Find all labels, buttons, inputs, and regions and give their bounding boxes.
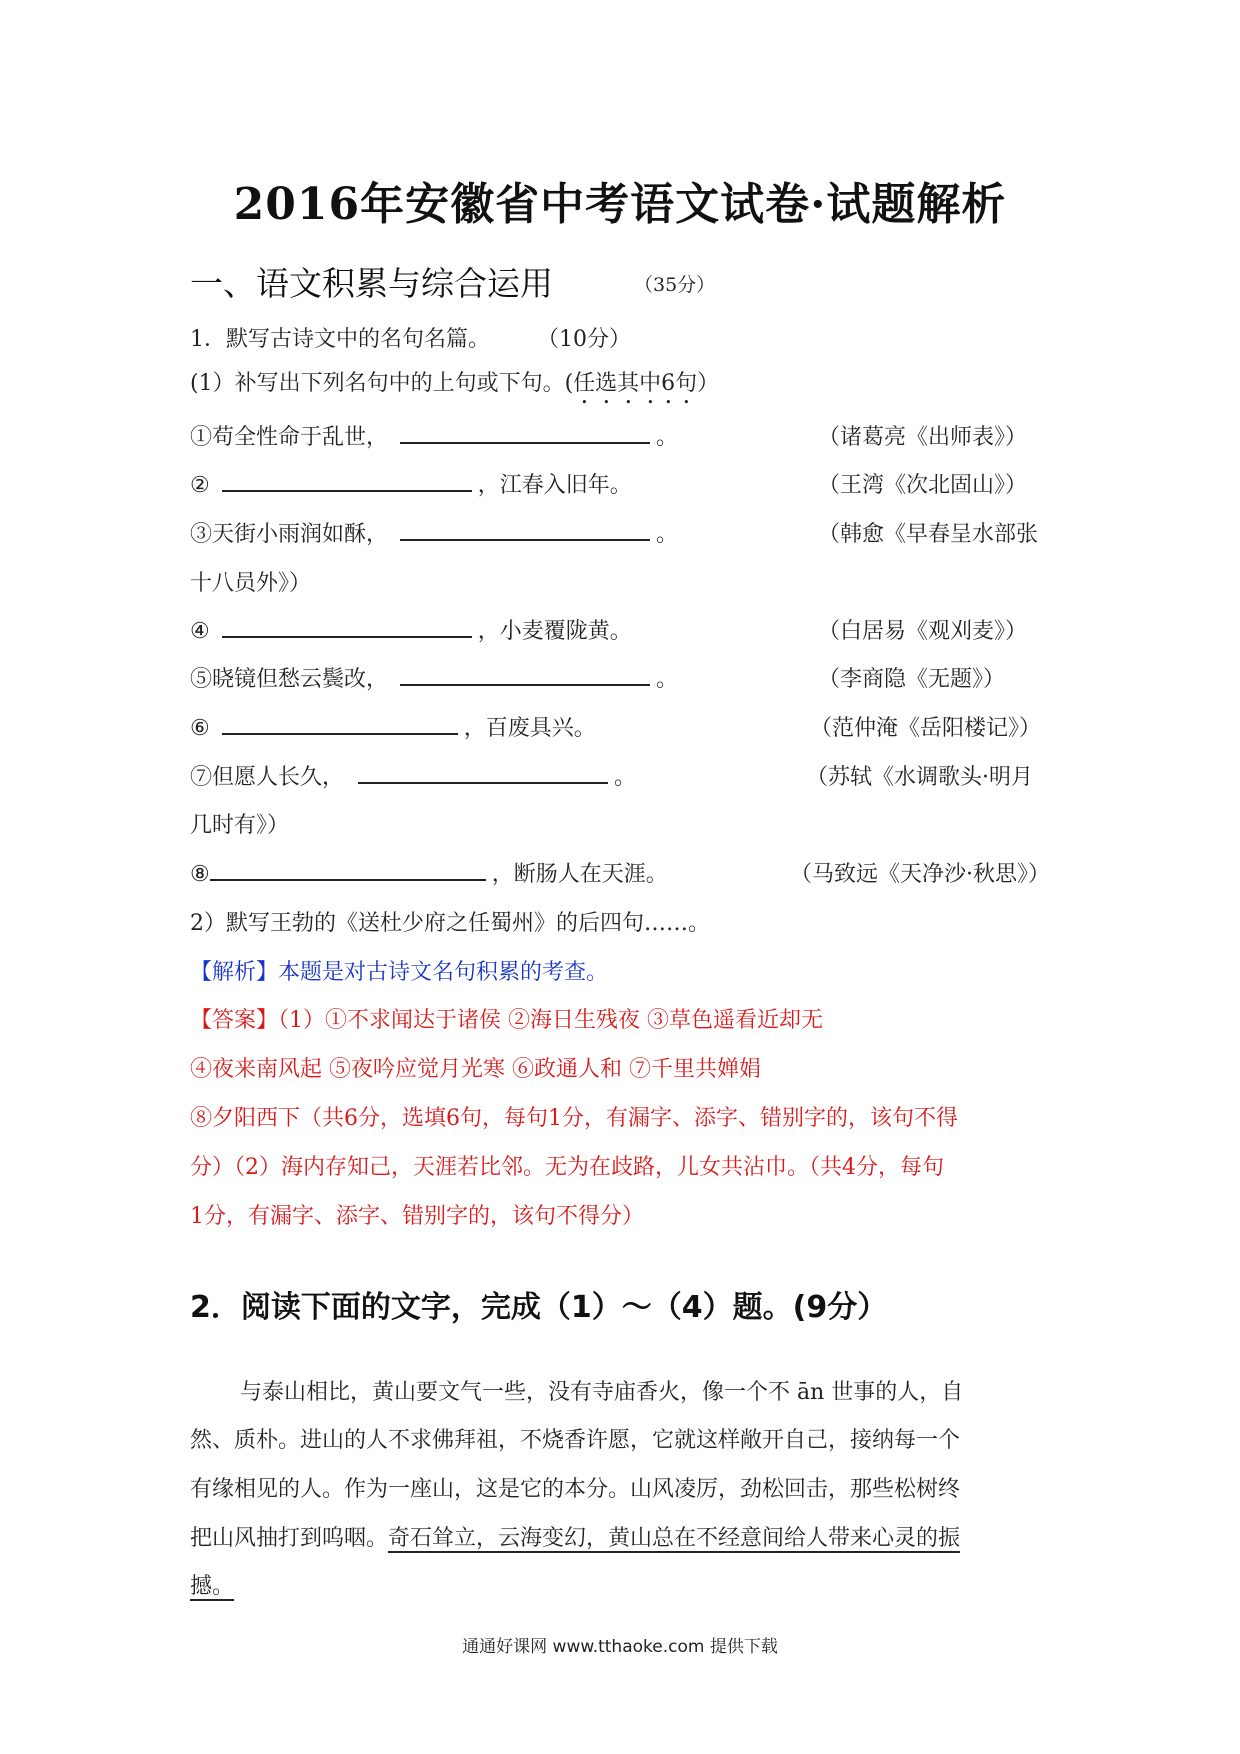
instruction-prefix: (1）补写出下列名句中的上句或下句。( <box>190 371 574 396</box>
passage-line-4 <box>190 1521 1060 1552</box>
fill-item-pre: ④ <box>190 619 210 644</box>
question-1-label <box>190 322 631 353</box>
fill-item-6 <box>190 711 596 742</box>
underlined-sentence-end: 撼。 <box>190 1574 235 1599</box>
fill-item-source-cont: 几时有》） <box>190 813 290 838</box>
question-1-score: （10分） <box>537 327 631 352</box>
fill-item-post: ，江春入旧年。 <box>477 473 632 498</box>
answer-blank[interactable] <box>400 420 650 444</box>
fill-item-pre: ①苟全性命于乱世， <box>190 425 389 450</box>
fill-item-source: （诸葛亮《出师表》） <box>818 425 1028 450</box>
answer-line-2: ④夜来南风起 ⑤夜吟应觉月光寒 ⑥政通人和 ⑦千里共婵娟 <box>190 1057 761 1082</box>
answer-blank[interactable] <box>222 711 458 735</box>
section-score: （35分） <box>634 274 716 296</box>
fill-item-source: （范仲淹《岳阳楼记》） <box>810 716 1042 741</box>
answer-blank[interactable] <box>358 760 608 784</box>
answer-line-3: ⑧夕阳西下（共6分，选填6句，每句1分，有漏字、添字、错别字的，该句不得 <box>190 1106 958 1131</box>
fill-item-post: 。 <box>656 522 679 547</box>
passage-line-5 <box>190 1569 1060 1600</box>
fill-item-source: （白居易《观刈麦》） <box>818 619 1028 644</box>
fill-item-post: 。 <box>656 667 679 692</box>
question-1-text: 1．默写古诗文中的名句名篇。 <box>190 327 490 352</box>
fill-item-pre: ② <box>190 473 210 498</box>
page-footer: 通通好课网 www.tthaoke.com 提供下载 <box>462 1637 778 1657</box>
analysis-tag: 【解析】 <box>190 960 279 985</box>
analysis <box>190 955 608 986</box>
answer-blank[interactable] <box>222 614 472 638</box>
passage-text: 把山风抽打到呜咽。 <box>190 1526 389 1551</box>
fill-item-pre: ③天街小雨润如酥， <box>190 522 389 547</box>
fill-item-source-cont: 十八员外》） <box>190 571 312 596</box>
fill-item-post: 。 <box>656 425 679 450</box>
fill-item-5 <box>190 662 678 693</box>
fill-item-pre: ⑤晓镜但愁云鬓改， <box>190 667 389 692</box>
fill-item-8 <box>190 857 668 888</box>
answer-line-1 <box>190 1003 823 1034</box>
sub-question-2: 2）默写王勃的《送杜少府之任蜀州》的后四句……。 <box>190 911 710 936</box>
question-2-heading: 2．阅读下面的文字，完成（1）～（4）题。(9分） <box>190 1290 888 1325</box>
fill-item-1 <box>190 420 678 451</box>
underlined-sentence: 奇石耸立，云海变幻，黄山总在不经意间给人带来心灵的振 <box>388 1526 961 1551</box>
passage-line-3: 有缘相见的人。作为一座山，这是它的本分。山风凌厉，劲松回击，那些松树终 <box>190 1477 961 1502</box>
fill-item-post: ，百废具兴。 <box>463 716 596 741</box>
answer-line-5: 1分，有漏字、添字、错别字的，该句不得分） <box>190 1204 644 1229</box>
fill-item-post: ，小麦覆陇黄。 <box>477 619 632 644</box>
fill-item-source: （马致远《天净沙·秋思》） <box>790 862 1050 887</box>
page-title: 2016年安徽省中考语文试卷·试题解析 <box>233 179 1007 230</box>
fill-item-3 <box>190 517 678 548</box>
fill-item-7 <box>190 760 636 791</box>
instruction-emphasis: 任选其中6句 <box>573 371 698 396</box>
fill-item-source: （王湾《次北固山》） <box>818 473 1028 498</box>
fill-item-4 <box>190 614 632 645</box>
instruction-suffix: ） <box>697 371 720 396</box>
fill-item-source: （苏轼《水调歌头·明月 <box>806 765 1033 790</box>
section-heading: 一、语文积累与综合运用 <box>190 264 553 303</box>
answer-blank[interactable] <box>222 468 472 492</box>
answer-line-4: 分）（2）海内存知己，天涯若比邻。无为在歧路，儿女共沾巾。（共4分，每句 <box>190 1155 944 1180</box>
fill-item-source: （韩愈《早春呈水部张 <box>818 522 1039 547</box>
answer-blank[interactable] <box>400 517 650 541</box>
fill-item-source: （李商隐《无题》） <box>818 667 1006 692</box>
fill-item-pre: ⑥ <box>190 716 210 741</box>
answer-blank[interactable] <box>210 857 486 881</box>
answer-blank[interactable] <box>400 662 650 686</box>
passage-line-1: 与泰山相比，黄山要文气一些，没有寺庙香火，像一个不 ān 世事的人，自 <box>240 1380 964 1405</box>
passage-line-2: 然、质朴。进山的人不求佛拜祖，不烧香许愿，它就这样敞开自己，接纳每一个 <box>190 1428 961 1453</box>
answer-tag: 【答案】 <box>190 1008 279 1033</box>
fill-item-pre: ⑧ <box>190 862 210 887</box>
analysis-text: 本题是对古诗文名句积累的考查。 <box>278 960 609 985</box>
fill-item-post: ，断肠人在天涯。 <box>491 862 668 887</box>
answer-text: （1）①不求闻达于诸侯 ②海日生残夜 ③草色遥看近却无 <box>278 1008 824 1033</box>
fill-item-2 <box>190 468 632 499</box>
fill-item-post: 。 <box>614 765 637 790</box>
sub-question-1-instruction <box>190 366 719 409</box>
fill-item-pre: ⑦但愿人长久， <box>190 765 345 790</box>
